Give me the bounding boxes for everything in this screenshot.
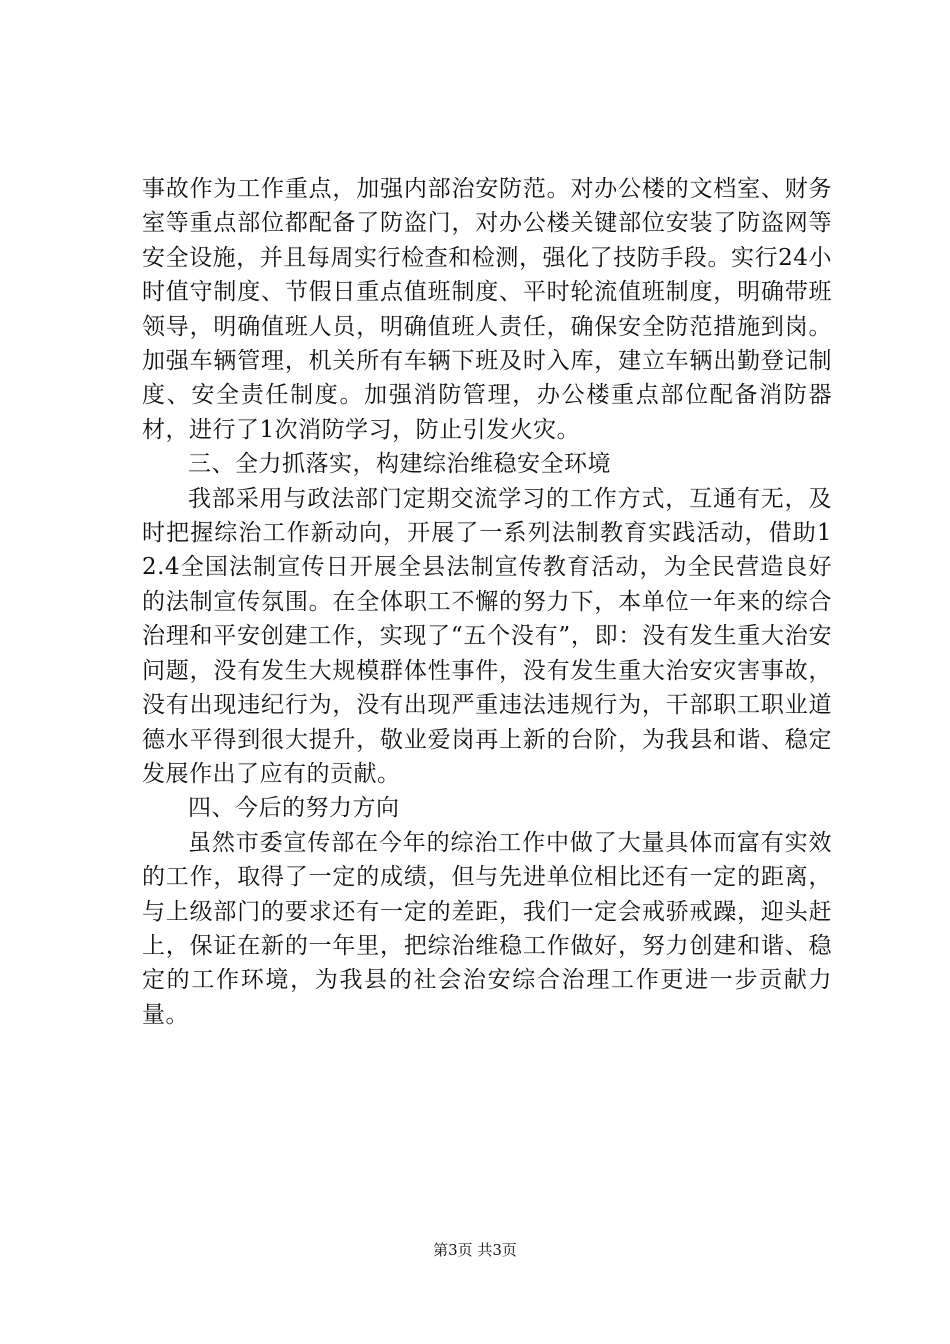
page-footer: 第3页 共3页: [433, 1241, 517, 1259]
section-heading-3: 三、全力抓落实，构建综治维稳安全环境: [188, 451, 611, 478]
section-heading-4: 四、今后的努力方向: [188, 795, 400, 822]
document-body: [142, 172, 832, 1032]
paragraph-continuation: 事故作为工作重点，加强内部治安防范。对办公楼的文档室、财务室等重点部位都配备了防盗门，对办公楼关键部位安装了防盗网等安全设施，并且每周实行检查和检测，强化了技防手段。实行24小时值守制度、节假日重点值班制度、平时轮流值班制度，明确带班领导，明确值班人员，明确值班人责任，确保安全防范措施到岗。加强车辆管理，机关所有车辆下班及时入库，建立车辆出勤登记制度、安全责任制度。加强消防管理，办公楼重点部位配备消防器材，进行了1次消防学习，防止引发火灾。: [142, 176, 832, 443]
paragraph-section-3: 我部采用与政法部门定期交流学习的工作方式，互通有无，及时把握综治工作新动向，开展了一系列法制教育实践活动，借助12.4全国法制宣传日开展全县法制宣传教育活动，为全民营造良好的法制宣传氛围。在全体职工不懈的努力下，本单位一年来的综合治理和平安创建工作，实现了“五个没有”，即：没有发生重大治安问题，没有发生大规模群体性事件，没有发生重大治安灾害事故，没有出现违纪行为，没有出现严重违法违规行为，干部职工职业道德水平得到很大提升，敬业爱岗再上新的台阶，为我县和谐、稳定发展作出了应有的贡献。: [142, 485, 832, 787]
paragraph-section-4: 虽然市委宣传部在今年的综治工作中做了大量具体而富有实效的工作，取得了一定的成绩，但与先进单位相比还有一定的距离，与上级部门的要求还有一定的差距，我们一定会戒骄戒躁，迎头赶上，保证在新的一年里，把综治维稳工作做好，努力创建和谐、稳定的工作环境，为我县的社会治安综合治理工作更进一步贡献力量。: [142, 829, 832, 1028]
